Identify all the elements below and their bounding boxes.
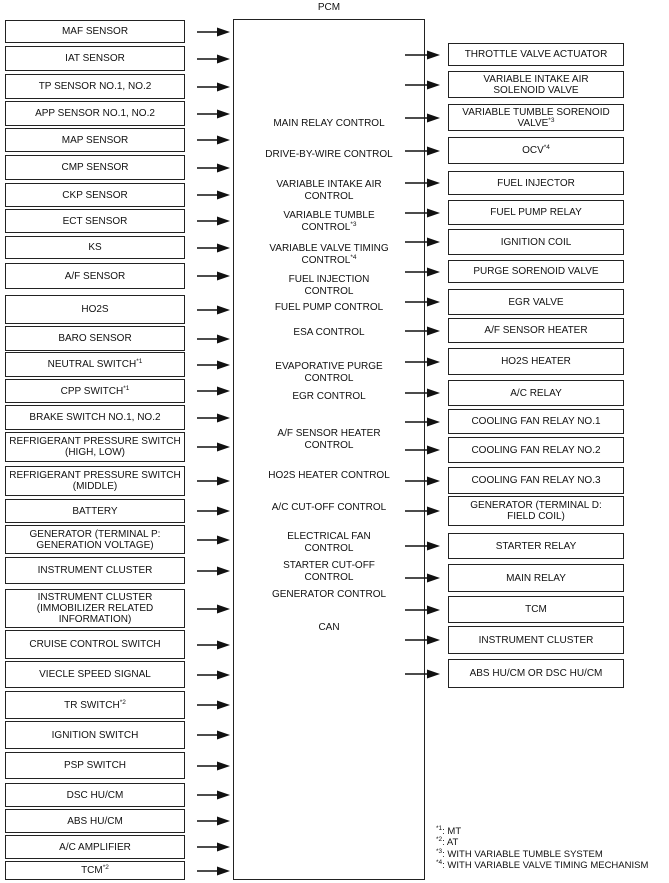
output-arrow — [405, 50, 440, 60]
input-arrow — [197, 305, 230, 315]
label-text: MAF SENSOR — [61, 26, 129, 37]
input-box — [5, 263, 185, 289]
label-text: NEUTRAL SWITCH — [47, 359, 137, 370]
label-text: BARO SENSOR — [58, 333, 132, 344]
input-box — [5, 352, 185, 377]
input-box — [5, 155, 185, 180]
output-box — [448, 467, 624, 494]
footnote-mark: *4 — [543, 144, 550, 151]
input-box — [5, 128, 185, 152]
pcm-title: PCM — [317, 2, 341, 13]
output-box — [448, 104, 624, 131]
label-text: VIECLE SPEED SIGNAL — [39, 669, 151, 680]
label-text: VARIABLE INTAKE AIR CONTROL — [276, 179, 382, 202]
output-box — [448, 318, 624, 343]
output-arrow — [405, 573, 440, 583]
output-box — [448, 437, 624, 463]
label-text: INSTRUMENT CLUSTER — [478, 634, 594, 646]
label-text: A/F SENSOR — [64, 270, 126, 282]
footnote-mark: *1 — [123, 384, 130, 392]
label-text: HO2S HEATER — [501, 356, 571, 367]
footnote: $^{*1}$: MT — [436, 825, 462, 837]
footnote-mark: *2 — [102, 864, 109, 871]
input-box — [5, 74, 185, 99]
input-arrow — [197, 413, 230, 423]
input-box — [5, 589, 185, 628]
output-arrow — [405, 605, 440, 615]
input-arrow — [197, 640, 230, 650]
input-arrow — [197, 535, 230, 545]
label-text: DRIVE-BY-WIRE CONTROL — [265, 149, 393, 160]
label-text: STARTER RELAY — [495, 540, 577, 552]
output-arrow — [405, 113, 440, 123]
label-text: INSTRUMENT CLUSTER (IMMOBILIZER RELATED INFORMATION) — [36, 592, 154, 625]
input-box — [5, 405, 185, 430]
output-arrow — [405, 357, 440, 367]
label-text: IGNITION COIL — [500, 236, 572, 248]
label-text: REFRIGERANT PRESSURE SWITCH (HIGH, LOW) — [9, 436, 181, 458]
label-text: CMP SENSOR — [61, 162, 129, 173]
input-box — [5, 809, 185, 833]
output-box — [448, 409, 624, 434]
output-arrow — [405, 506, 440, 516]
input-box — [5, 557, 185, 584]
output-arrow — [405, 146, 440, 156]
label-text: VARIABLE INTAKE AIR SOLENOID VALVE — [483, 73, 589, 96]
output-box — [448, 137, 624, 164]
output-box — [448, 260, 624, 283]
output-arrow — [405, 178, 440, 188]
label-text: MAP SENSOR — [61, 134, 129, 146]
footnote-mark: *3 — [350, 221, 357, 228]
footnotes — [436, 826, 648, 871]
input-box — [5, 295, 185, 324]
label-text: CKP SENSOR — [62, 189, 128, 201]
input-box — [5, 183, 185, 207]
footnote-mark: *4 — [350, 254, 357, 261]
label-text: HO2S — [81, 304, 109, 315]
label-text: GENERATOR (TERMINAL D: FIELD COIL) — [470, 500, 602, 522]
input-arrow — [197, 604, 230, 614]
label-text: KS — [88, 242, 102, 253]
output-box — [448, 348, 624, 375]
input-box — [5, 721, 185, 749]
label-text: CRUISE CONTROL SWITCH — [29, 639, 161, 650]
input-arrow — [197, 243, 230, 253]
input-arrow — [197, 476, 230, 486]
input-arrow — [197, 816, 230, 826]
label-text: THROTTLE VALVE ACTUATOR — [464, 49, 608, 60]
input-arrow — [197, 790, 230, 800]
label-text: COOLING FAN RELAY NO.3 — [471, 475, 601, 486]
output-arrow — [405, 476, 440, 486]
label-text: HO2S HEATER CONTROL — [268, 470, 390, 481]
pcm-function — [233, 391, 425, 403]
label-text: FUEL PUMP RELAY — [490, 207, 582, 218]
pcm-function — [233, 210, 425, 234]
pcm-function — [233, 302, 425, 314]
label-text: IGNITION SWITCH — [51, 729, 139, 741]
output-arrow — [405, 445, 440, 455]
output-box — [448, 596, 624, 623]
label-text: EGR VALVE — [508, 296, 564, 308]
output-arrow — [405, 267, 440, 277]
pcm-function — [233, 589, 425, 601]
input-box — [5, 432, 185, 462]
output-box — [448, 43, 624, 66]
output-box — [448, 289, 624, 315]
label-text: FUEL INJECTOR — [497, 177, 575, 189]
label-text: APP SENSOR NO.1, NO.2 — [35, 108, 155, 119]
output-box — [448, 229, 624, 255]
input-box — [5, 379, 185, 403]
label-text: STARTER CUT-OFF CONTROL — [283, 560, 375, 583]
output-box — [448, 200, 624, 225]
input-arrow — [197, 866, 230, 876]
label-text: A/C CUT-OFF CONTROL — [271, 502, 387, 513]
label-text: A/F SENSOR HEATER CONTROL — [277, 428, 381, 451]
label-text: TP SENSOR NO.1, NO.2 — [38, 81, 152, 92]
label-text: MAIN RELAY CONTROL — [273, 118, 385, 129]
input-arrow — [197, 27, 230, 37]
input-box — [5, 326, 185, 351]
label-text: ESA CONTROL — [293, 327, 365, 338]
input-arrow — [197, 360, 230, 370]
input-box — [5, 783, 185, 807]
input-box — [5, 101, 185, 126]
label-text: PURGE SORENOID VALVE — [473, 266, 599, 277]
label-text: COOLING FAN RELAY NO.1 — [471, 416, 601, 427]
footnote: $^{*2}$: AT — [436, 836, 459, 849]
input-box — [5, 691, 185, 719]
input-arrow — [197, 216, 230, 226]
input-box — [5, 661, 185, 688]
pcm-function — [233, 361, 425, 385]
pcm-function — [233, 327, 425, 339]
output-box — [448, 71, 624, 98]
label-text: BRAKE SWITCH NO.1, NO.2 — [29, 412, 161, 423]
label-text: FUEL INJECTION CONTROL — [288, 274, 370, 297]
input-box — [5, 861, 185, 880]
input-box — [5, 630, 185, 659]
output-arrow — [405, 417, 440, 427]
input-box — [5, 752, 185, 779]
label-text: IAT SENSOR — [65, 53, 125, 64]
footnote-mark: *2 — [119, 698, 126, 706]
input-arrow — [197, 670, 230, 680]
footnote: $^{*3}$: WITH VARIABLE TUMBLE SYSTEM — [436, 847, 603, 860]
input-box — [5, 236, 185, 259]
pcm-function — [233, 179, 425, 203]
label-text: TCM — [525, 604, 547, 615]
input-arrow — [197, 842, 230, 852]
label-text: ABS HU/CM — [67, 815, 123, 827]
input-arrow — [197, 566, 230, 576]
label-text: EVAPORATIVE PURGE CONTROL — [275, 361, 383, 384]
label-text: BATTERY — [72, 505, 118, 517]
footnote: $^{*4}$: WITH VARIABLE VALVE TIMING MECHANISM — [436, 858, 649, 871]
input-arrow — [197, 700, 230, 710]
output-box — [448, 659, 624, 688]
label-text: MAIN RELAY — [506, 572, 566, 584]
pcm-function — [233, 428, 425, 452]
output-box — [448, 533, 624, 559]
label-text: COOLING FAN RELAY NO.2 — [471, 444, 601, 456]
pcm-function — [233, 274, 425, 298]
input-arrow — [197, 761, 230, 771]
input-box — [5, 525, 185, 554]
input-arrow — [197, 54, 230, 64]
label-text: TR SWITCH — [64, 699, 120, 711]
input-arrow — [197, 730, 230, 740]
output-arrow — [405, 669, 440, 679]
label-text: ECT SENSOR — [62, 215, 128, 227]
input-arrow — [197, 82, 230, 92]
pcm-function — [233, 470, 425, 482]
label-text: A/F SENSOR HEATER — [484, 325, 588, 336]
label-text: TCM — [81, 865, 103, 876]
label-text: GENERATOR (TERMINAL P: GENERATION VOLTAGE) — [29, 528, 161, 551]
label-text: ABS HU/CM OR DSC HU/CM — [469, 668, 603, 679]
label-text: GENERATOR CONTROL — [271, 589, 387, 600]
pcm-function — [233, 118, 425, 130]
label-text: VARIABLE VALVE TIMING CONTROL — [269, 243, 389, 266]
output-box — [448, 380, 624, 406]
label-text: A/C AMPLIFIER — [59, 841, 131, 853]
output-box — [448, 496, 624, 526]
input-arrow — [197, 334, 230, 344]
pcm-function — [233, 560, 425, 584]
label-text: PSP SWITCH — [63, 760, 127, 771]
input-box — [5, 835, 185, 859]
input-box — [5, 209, 185, 233]
pcm-function — [233, 531, 425, 555]
input-arrow — [197, 386, 230, 396]
output-arrow — [405, 326, 440, 336]
label-text: FUEL PUMP CONTROL — [274, 302, 384, 313]
output-arrow — [405, 635, 440, 645]
label-text: CPP SWITCH — [60, 385, 124, 397]
label-text: REFRIGERANT PRESSURE SWITCH (MIDDLE) — [9, 470, 181, 492]
input-arrow — [197, 109, 230, 119]
input-box — [5, 466, 185, 496]
label-text: OCV — [522, 145, 544, 156]
pcm-function — [233, 502, 425, 514]
label-text: EGR CONTROL — [292, 391, 366, 402]
label-text: ELECTRICAL FAN CONTROL — [287, 531, 371, 554]
label-text: DSC HU/CM — [66, 789, 124, 801]
input-arrow — [197, 271, 230, 281]
output-arrow — [405, 541, 440, 551]
output-box — [448, 171, 624, 195]
label-text: INSTRUMENT CLUSTER — [37, 565, 153, 576]
output-arrow — [405, 80, 440, 90]
input-arrow — [197, 135, 230, 145]
input-box — [5, 499, 185, 523]
label-text: VARIABLE TUMBLE SORENOID VALVE — [462, 106, 610, 129]
input-arrow — [197, 506, 230, 516]
output-arrow — [405, 208, 440, 218]
input-arrow — [197, 190, 230, 200]
pcm-function — [233, 622, 425, 634]
output-box — [448, 564, 624, 592]
label-text: CAN — [318, 622, 340, 633]
footnote-mark: *3 — [548, 116, 555, 124]
label-text: VARIABLE TUMBLE CONTROL — [283, 210, 375, 233]
input-arrow — [197, 442, 230, 452]
output-arrow — [405, 388, 440, 398]
output-arrow — [405, 297, 440, 307]
input-box — [5, 20, 185, 43]
label-text: A/C RELAY — [510, 387, 562, 399]
pcm-function — [233, 149, 425, 161]
footnote-mark: *1 — [136, 358, 143, 365]
input-arrow — [197, 163, 230, 173]
output-arrow — [405, 237, 440, 247]
output-box — [448, 626, 624, 654]
input-box — [5, 46, 185, 71]
pcm-function — [233, 243, 425, 267]
